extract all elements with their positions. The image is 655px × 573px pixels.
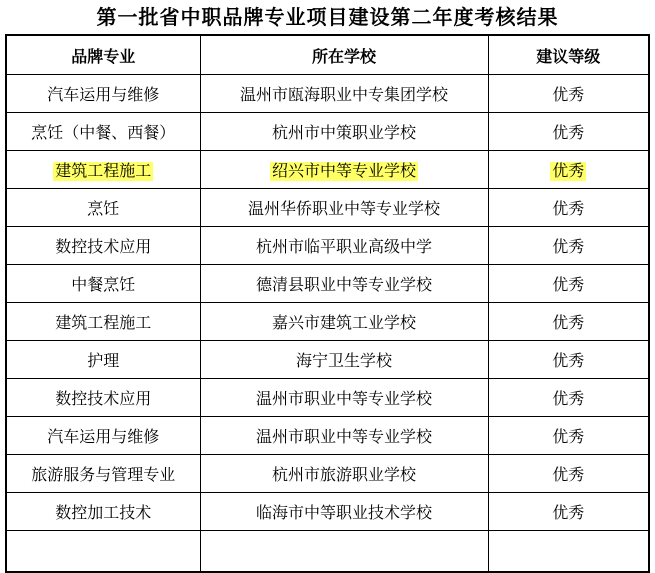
major-cell: 数控技术应用 (6, 227, 200, 265)
table-row (6, 113, 649, 151)
major-cell: 中餐烹饪 (6, 265, 200, 303)
major-cell: 汽车运用与维修 (6, 417, 200, 455)
column-header-major: 品牌专业 (6, 35, 200, 75)
school-cell (200, 151, 488, 189)
table-row (6, 341, 649, 379)
major-cell (6, 151, 200, 189)
school-cell: 临海市中等职业技术学校 (200, 493, 488, 531)
school-cell: 杭州市中策职业学校 (200, 113, 488, 151)
table-row (6, 417, 649, 455)
table-row (6, 75, 649, 113)
table-row (6, 303, 649, 341)
assessment-results-table (5, 34, 650, 573)
highlight-mark: 优秀 (552, 163, 585, 180)
highlight-mark: 建筑工程施工 (55, 163, 152, 180)
major-cell: 建筑工程施工 (6, 303, 200, 341)
school-cell: 温州市职业中等专业学校 (200, 379, 488, 417)
major-cell: 数控技术应用 (6, 379, 200, 417)
school-cell: 温州华侨职业中等专业学校 (200, 189, 488, 227)
grade-cell: 优秀 (488, 417, 649, 455)
table-row (6, 189, 649, 227)
school-cell: 嘉兴市建筑工业学校 (200, 303, 488, 341)
grade-cell (488, 531, 649, 573)
table-body (6, 75, 649, 531)
grade-cell: 优秀 (488, 113, 649, 151)
school-cell: 杭州市旅游职业学校 (200, 455, 488, 493)
grade-cell: 优秀 (488, 265, 649, 303)
school-cell: 德清县职业中等专业学校 (200, 265, 488, 303)
school-cell (200, 531, 488, 573)
partial-cutoff-row (6, 531, 649, 573)
grade-cell: 优秀 (488, 75, 649, 113)
grade-cell: 优秀 (488, 379, 649, 417)
table-row (6, 265, 649, 303)
school-cell: 海宁卫生学校 (200, 341, 488, 379)
column-header-school: 所在学校 (200, 35, 488, 75)
table-row (6, 379, 649, 417)
grade-cell (488, 151, 649, 189)
grade-cell: 优秀 (488, 493, 649, 531)
table-header-row (6, 35, 649, 75)
grade-cell: 优秀 (488, 227, 649, 265)
major-cell: 数控加工技术 (6, 493, 200, 531)
table-row (6, 151, 649, 189)
major-cell: 烹饪（中餐、西餐） (6, 113, 200, 151)
major-cell: 汽车运用与维修 (6, 75, 200, 113)
table-row (6, 493, 649, 531)
grade-cell: 优秀 (488, 455, 649, 493)
highlight-mark: 绍兴市中等专业学校 (271, 163, 416, 180)
school-cell: 温州市瓯海职业中专集团学校 (200, 75, 488, 113)
school-cell: 温州市职业中等专业学校 (200, 417, 488, 455)
grade-cell: 优秀 (488, 189, 649, 227)
grade-cell: 优秀 (488, 303, 649, 341)
table-body-partial (6, 531, 649, 573)
school-cell: 杭州市临平职业高级中学 (200, 227, 488, 265)
major-cell: 护理 (6, 341, 200, 379)
table-row (6, 455, 649, 493)
column-header-grade: 建议等级 (488, 35, 649, 75)
major-cell: 烹饪 (6, 189, 200, 227)
table-row (6, 227, 649, 265)
major-cell (6, 531, 200, 573)
page-title: 第一批省中职品牌专业项目建设第二年度考核结果 (96, 7, 559, 29)
grade-cell: 优秀 (488, 341, 649, 379)
major-cell: 旅游服务与管理专业 (6, 455, 200, 493)
